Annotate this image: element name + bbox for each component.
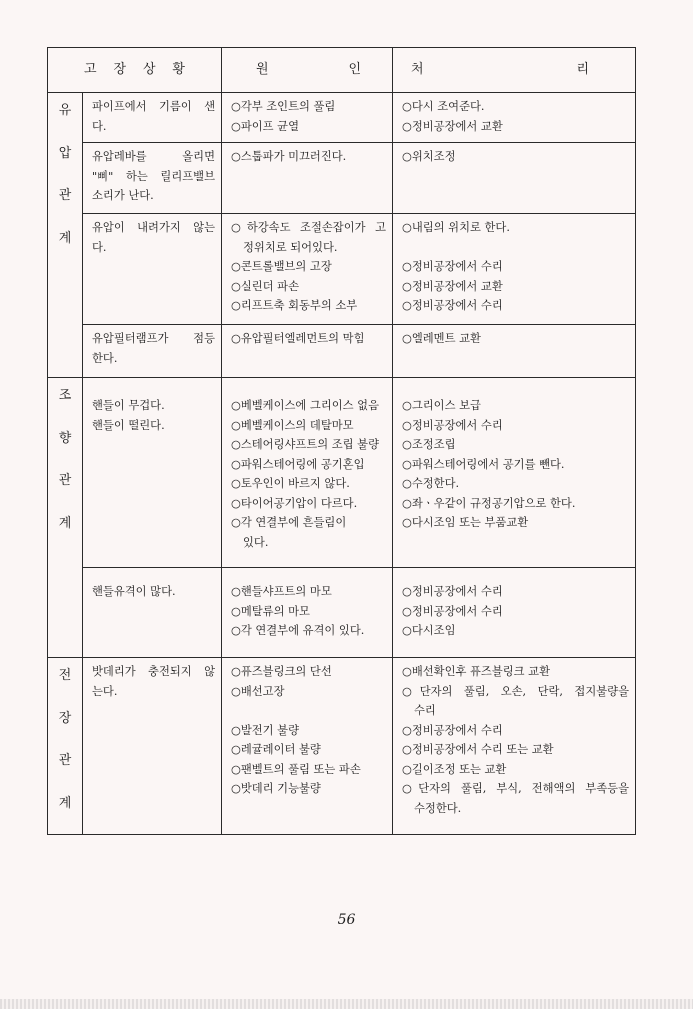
category-hydraulic: 유 압 관 계 [48,93,83,378]
remedy-cell: ○내림의 위치로 한다. ○정비공장에서 수리 ○정비공장에서 교환 ○정비공장에서 수리 [393,214,636,325]
remedy-cell: ○그리이스 보급 ○정비공장에서 수리 ○조정조립 ○파워스테어링에서 공기를 뺀다. ○수정한다. ○좌ㆍ우같이 규정공기압으로 한다. ○다시조임 또는 부품교환 [393,378,636,568]
symptom-cell: 유압필터램프가 점등 한다. [83,325,222,378]
table-row [48,214,636,325]
symptom-cell: 핸들유격이 많다. [83,568,222,658]
category-electrical: 전 장 관 계 [48,658,83,835]
table-row [48,658,636,835]
table-row [48,378,636,568]
table-row [48,143,636,214]
symptom-cell: 파이프에서 기름이 샌 다. [83,93,222,143]
cause-cell: ○퓨즈블링크의 단선 ○배선고장 ○발전기 불량 ○레귤레이터 불량 ○팬벨트의 풀림 또는 파손 ○밧데리 기능불량 [222,658,393,835]
table-row [48,93,636,143]
remedy-cell: ○배선확인후 퓨즈블링크 교환 ○단자의 풀림, 오손, 단락, 접지불량을 수리 ○정비공장에서 수리 ○정비공장에서 수리 또는 교환 ○길이조정 또는 교환 ○단자의 풀림, 부식, 전해액의 부족등을 수정한다. [393,658,636,835]
symptom-cell: 핸들이 무겁다. 핸들이 떨린다. [83,378,222,568]
scan-edge [0,999,693,1009]
table-header-row [48,48,636,93]
header-remedy: 처 리 [393,48,636,93]
cause-cell: ○유압필터엘레먼트의 막힘 [222,325,393,378]
symptom-cell: 밧데리가 충전되지 않 는다. [83,658,222,835]
header-symptom: 고 장 상 황 [48,48,222,93]
troubleshooting-table [47,47,636,835]
cause-cell: ○핸들샤프트의 마모 ○메탈류의 마모 ○각 연결부에 유격이 있다. [222,568,393,658]
remedy-cell: ○위치조정 [393,143,636,214]
symptom-cell: 유압이 내려가지 않는 다. [83,214,222,325]
symptom-cell: 유압레바를 올리면 "삐" 하는 릴리프밸브 소리가 난다. [83,143,222,214]
table-row [48,325,636,378]
cause-cell: ○각부 조인트의 풀림 ○파이프 균열 [222,93,393,143]
table-row [48,568,636,658]
page-number: 56 [337,912,356,928]
cause-cell: ○스툽파가 미끄러진다. [222,143,393,214]
header-cause: 원 인 [222,48,393,93]
remedy-cell: ○엘레멘트 교환 [393,325,636,378]
cause-cell: ○하강속도 조절손잡이가 고 정위치로 되어있다. ○콘트롤밸브의 고장 ○실린더 파손 ○리프트축 회동부의 소부 [222,214,393,325]
remedy-cell: ○정비공장에서 수리 ○정비공장에서 수리 ○다시조임 [393,568,636,658]
remedy-cell: ○다시 조여준다. ○정비공장에서 교환 [393,93,636,143]
cause-cell: ○베벨케이스에 그리이스 없음 ○베벨케이스의 데탈마모 ○스테어링샤프트의 조립 불량 ○파워스테어링에 공기혼입 ○토우인이 바르지 않다. ○타이어공기압이 다르다. ○각 연결부에 흔들림이 있다. [222,378,393,568]
category-steering: 조 향 관 계 [48,378,83,658]
